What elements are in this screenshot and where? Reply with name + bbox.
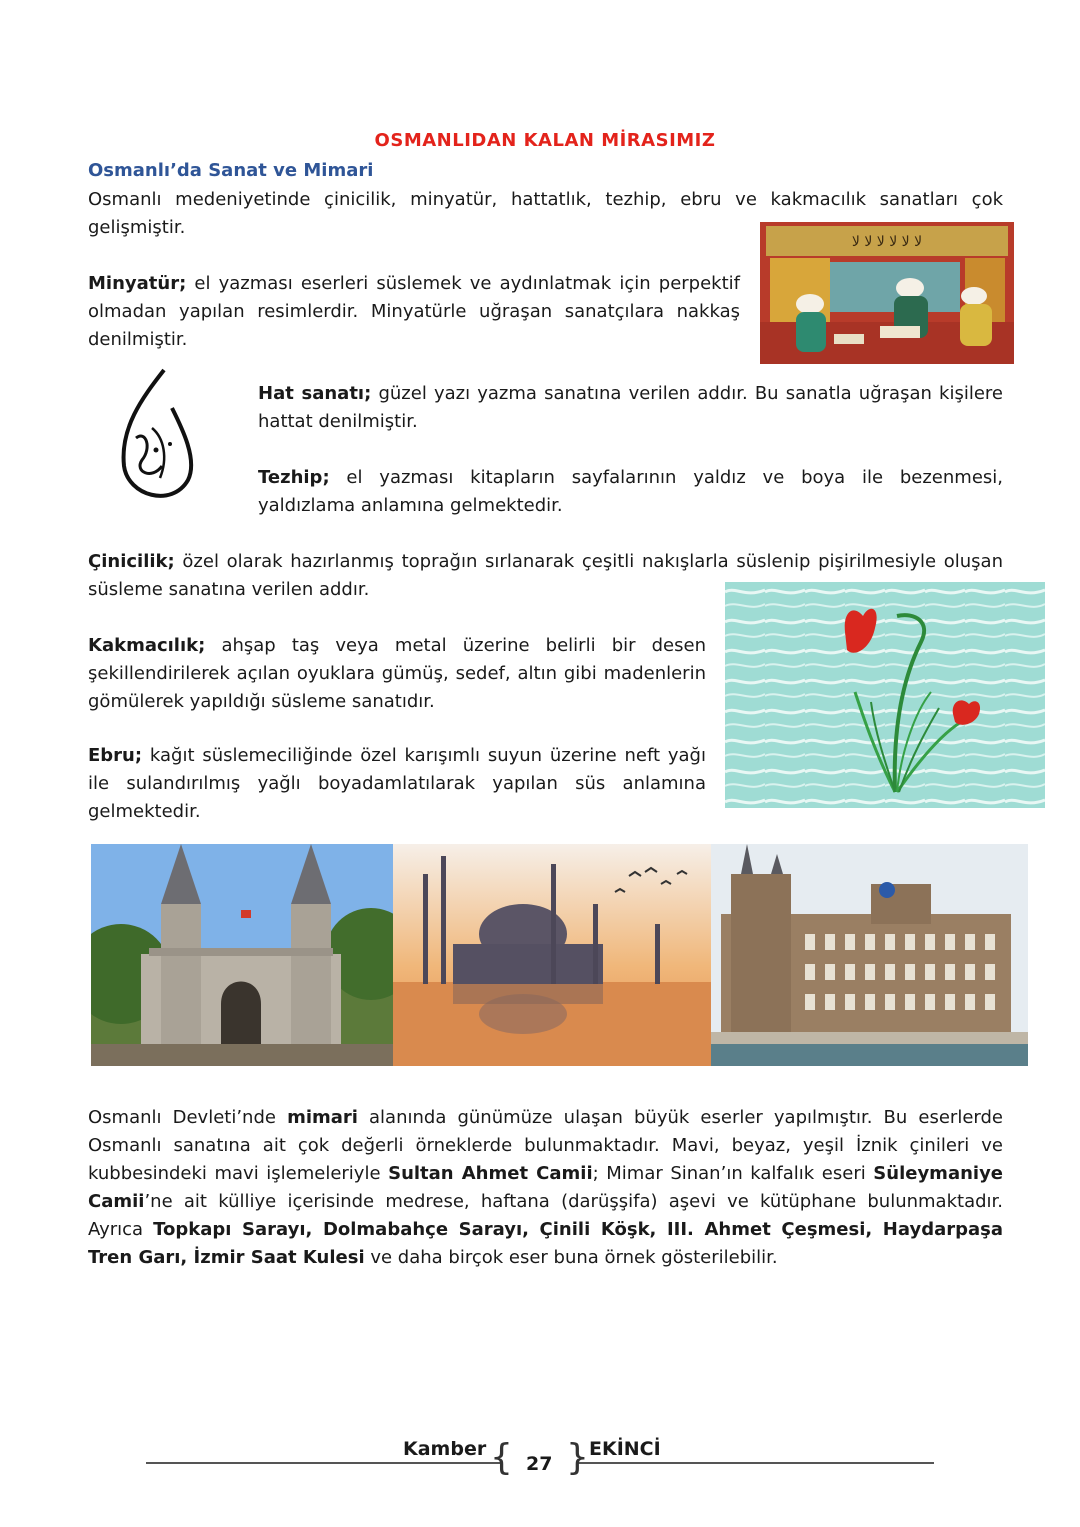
page-title: OSMANLIDAN KALAN MİRASIMIZ [374, 130, 716, 151]
mimari-text-3: ; Mimar Sinan’ın kalfalık eseri [592, 1163, 874, 1184]
mimari-bold-3: Süleymaniye Camii [88, 1163, 1004, 1212]
topkapi-palace-gate-image [91, 844, 393, 1066]
tezhip-text: el yazması kitapların sayfalarının yaldız ve boya ile bezenmesi, yaldızlama anlamına gelmektedir. [258, 467, 1003, 516]
calligraphy-image [112, 368, 198, 508]
haydarpasa-station-image [711, 844, 1028, 1066]
miniature-painting-image [760, 222, 1014, 364]
ebru-text: kağıt süslemeciliğinde özel karışımlı suyun üzerine neft yağı ile sulandırılmış yağlı boyadamlatılarak yapılan süs anlamına gelmektedir. [88, 745, 706, 822]
mimari-bold-1: mimari [287, 1107, 358, 1128]
minyatur-paragraph [88, 270, 740, 354]
tezhip-term: Tezhip; [258, 467, 330, 488]
kakmacilik-text: ahşap taş veya metal üzerine belirli bir desen şekillendirilerek açılan oyuklara gümüş, sedef, altın gibi madenlerin gömülerek yapıldığı süsleme sanatıdır. [88, 635, 706, 712]
kakmacilik-paragraph [88, 632, 706, 716]
cinicilik-term: Çinicilik; [88, 551, 175, 572]
hat-term: Hat sanatı; [258, 383, 372, 404]
mimari-bold-4: Topkapı Sarayı, Dolmabahçe Sarayı, Çinili Köşk, III. Ahmet Çeşmesi, Haydarpaşa Tren Garı, İzmir Saat Kulesi [88, 1219, 1003, 1268]
footer-line-left [146, 1462, 500, 1464]
page-number: 27 [526, 1453, 553, 1475]
mimari-text-2: alanında günümüze ulaşan büyük eserler yapılmıştır. Bu eserlerde Osmanlı sanatına ait çok değerli örneklerde bulunmaktadır. Mavi, beyaz, yeşil İznik çinileri ve kubbesindeki mavi işlemeleriyle [88, 1107, 1003, 1184]
mimari-paragraph [88, 1104, 1003, 1272]
cinicilik-text: özel olarak hazırlanmış toprağın sırlanarak çeşitli nakışlarla süslenip pişirilmesiyle oluşan süsleme sanatına verilen addır. [88, 551, 1003, 600]
sultan-ahmet-mosque-image [393, 844, 711, 1066]
tezhip-paragraph [258, 464, 1003, 520]
footer-author-first-name: Kamber [403, 1438, 487, 1460]
footer-left-brace: { [490, 1437, 513, 1478]
footer-line-right [578, 1462, 934, 1464]
ebru-paragraph [88, 742, 706, 826]
ebru-tulip-image [725, 582, 1045, 808]
mimari-text-5: ve daha birçok eser buna örnek gösterilebilir. [364, 1247, 778, 1268]
footer-author-last-name: EKİNCİ [589, 1438, 661, 1460]
minyatur-text: el yazması eserleri süslemek ve aydınlatmak için perpektif olmadan yapılan resimlerdir. Minyatürle uğraşan sanatçılara nakkaş denilmiştir. [88, 273, 740, 350]
mimari-text-1: Osmanlı Devleti’nde [88, 1107, 288, 1128]
mimari-bold-2: Sultan Ahmet Camii [388, 1163, 593, 1184]
kakmacilik-term: Kakmacılık; [88, 635, 206, 656]
hat-paragraph [258, 380, 1003, 436]
section-subtitle: Osmanlı’da Sanat ve Mimari [88, 160, 374, 181]
hat-text: güzel yazı yazma sanatına verilen addır. Bu sanatla uğraşan kişilere hattat denilmiştir. [258, 383, 1003, 432]
footer-right-brace: } [566, 1437, 589, 1478]
ebru-term: Ebru; [88, 745, 143, 766]
svg-text:ﻻ ﻻ ﻻ ﻻ ﻻ ﻻ: ﻻ ﻻ ﻻ ﻻ ﻻ ﻻ [851, 234, 923, 250]
intro-paragraph: Osmanlı medeniyetinde çinicilik, minyatür, hattatlık, tezhip, ebru ve kakmacılık sanatları çok gelişmiştir. [88, 189, 1003, 238]
minyatur-term: Minyatür; [88, 273, 187, 294]
mimari-text-4: ’ne ait külliye içerisinde medrese, haftana (darüşşifa) aşevi ve kütüphane bulunmaktadır. Ayrıca [88, 1191, 1003, 1240]
